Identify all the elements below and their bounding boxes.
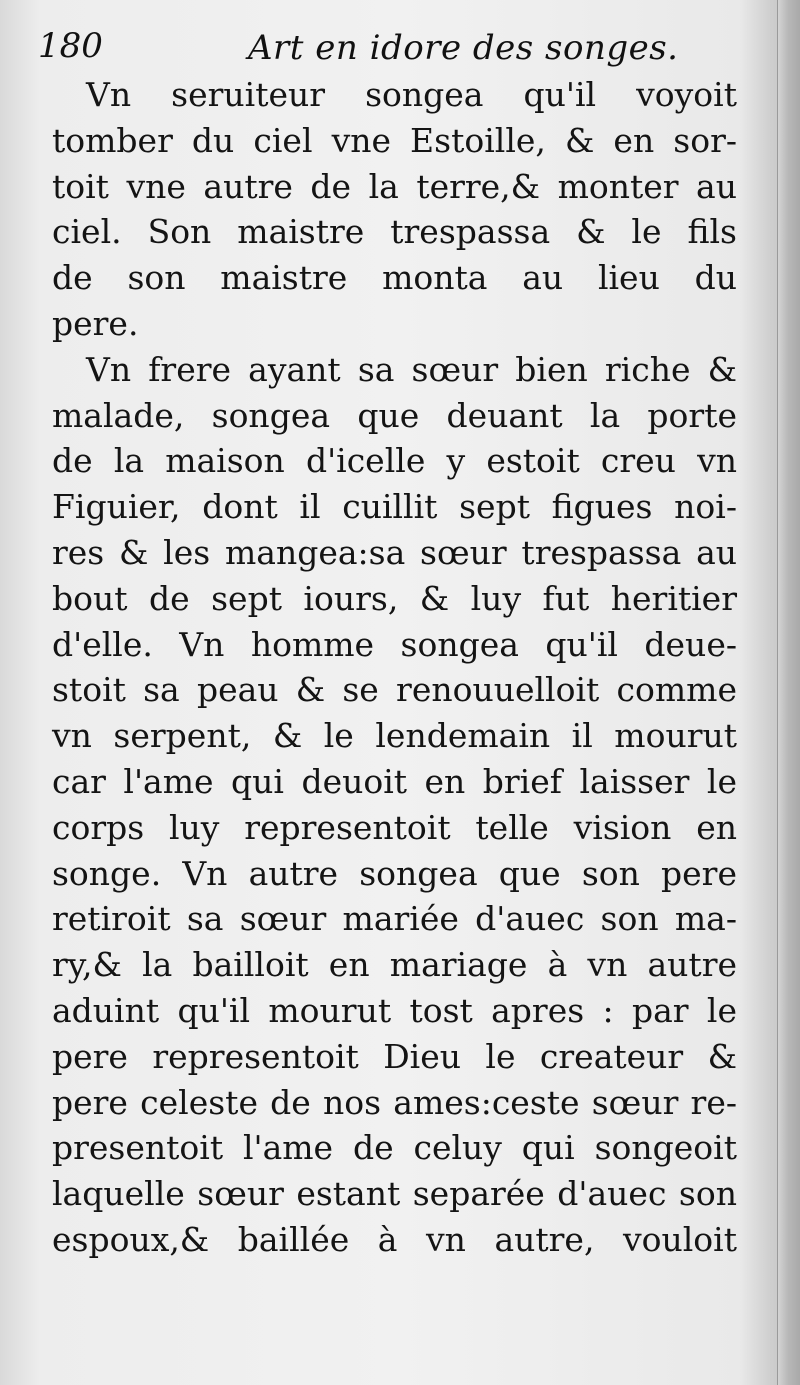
text-line: de son maistre monta au lieu du — [52, 258, 737, 298]
text-line: car l'ame qui deuoit en brief laisser le — [52, 761, 737, 801]
text-line: aduint qu'il mourut tost apres : par le — [52, 990, 737, 1030]
paragraph-1 — [52, 72, 737, 347]
text-line: ciel. Son maistre trespassa & le fils — [52, 212, 737, 252]
text-line: Figuier, dont il cuillit sept figues noi- — [52, 487, 737, 527]
page-header — [38, 22, 738, 72]
body-text — [52, 72, 737, 1263]
page-number: 180 — [38, 26, 103, 66]
text-line: songe. Vn autre songea que son pere — [52, 853, 737, 893]
text-line: pere celeste de nos ames:ceste sœur re- — [52, 1082, 737, 1122]
text-line: retiroit sa sœur mariée d'auec son ma- — [52, 899, 737, 939]
text-line: tomber du ciel vne Estoille, & en sor- — [52, 120, 737, 160]
text-line: bout de sept iours, & luy fut heritier — [52, 578, 737, 618]
page-edge-shadow — [777, 0, 800, 1385]
text-line: de la maison d'icelle y estoit creu vn — [52, 441, 737, 481]
paragraph-2 — [52, 347, 737, 1263]
text-line: Vn frere ayant sa sœur bien riche & — [86, 349, 737, 389]
text-line: vn serpent, & le lendemain il mourut — [52, 716, 737, 756]
text-line: pere. — [52, 303, 139, 343]
text-line: corps luy representoit telle vision en — [52, 807, 737, 847]
text-line: laquelle sœur estant separée d'auec son — [52, 1174, 737, 1214]
text-line: pere representoit Dieu le createur & — [52, 1036, 737, 1076]
text-line: ry,& la bailloit en mariage à vn autre — [52, 945, 737, 985]
running-title: Art en idore des songes. — [248, 28, 679, 68]
text-line: d'elle. Vn homme songea qu'il deue- — [52, 624, 737, 664]
text-line: malade, songea que deuant la porte — [52, 395, 737, 435]
text-line: stoit sa peau & se renouuelloit comme — [52, 670, 737, 710]
text-line: presentoit l'ame de celuy qui songeoit — [52, 1128, 737, 1168]
text-line: res & les mangea:sa sœur trespassa au — [52, 532, 737, 572]
text-line: espoux,& baillée à vn autre, vouloit — [52, 1219, 737, 1259]
text-line: toit vne autre de la terre,& monter au — [52, 166, 737, 206]
text-line: Vn seruiteur songea qu'il voyoit — [86, 75, 737, 114]
